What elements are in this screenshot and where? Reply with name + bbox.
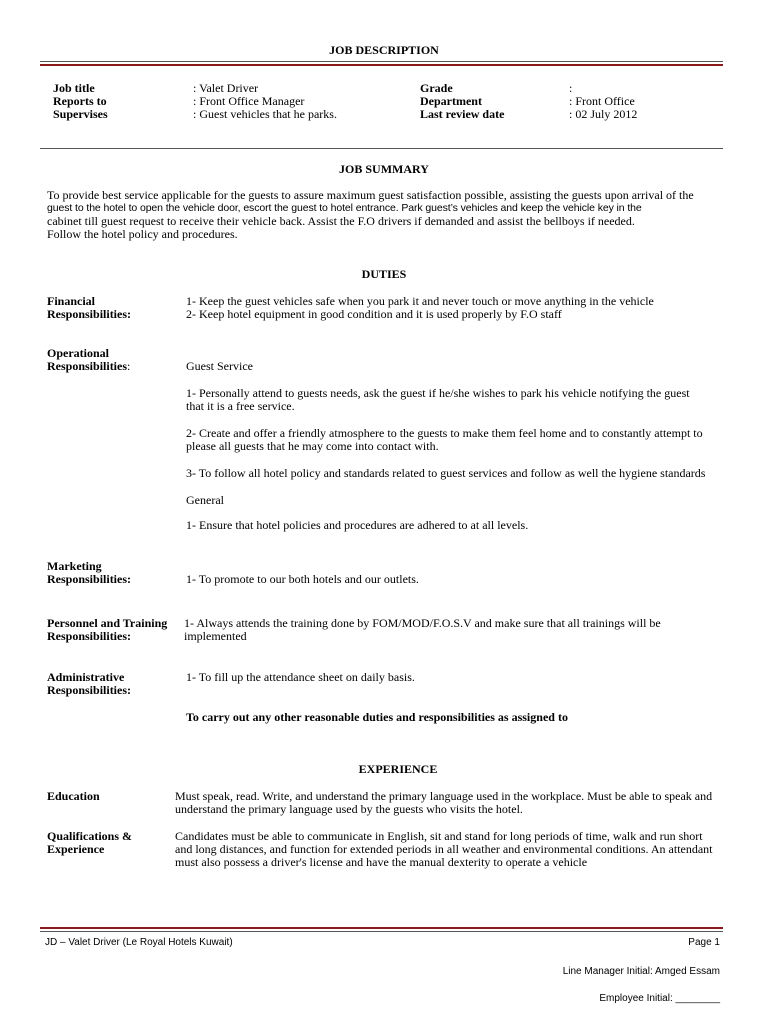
- summary-line: To provide best service applicable for the guests to assure maximum guest satisfaction possible, assisting the guests upon arrival of the: [47, 188, 694, 202]
- experience-heading: EXPERIENCE: [358, 762, 438, 776]
- operational-item-2: [186, 427, 703, 453]
- operational-item-1-line: 1- Personally attend to guests needs, ask the guest if he/she wishes to park his vehicle notifying the guest: [186, 386, 690, 400]
- summary-line: Follow the hotel policy and procedures.: [47, 227, 238, 241]
- qualifications-line: and long distances, and function for extended periods in all weather and environmental conditions. An attendant: [175, 842, 713, 856]
- personnel-item: [184, 617, 661, 643]
- document-title: JOB DESCRIPTION: [329, 43, 439, 57]
- operational-item-2-line: 2- Create and offer a friendly atmosphere to the guests to make them feel home and to constantly attempt to: [186, 426, 703, 440]
- financial-item: 2- Keep hotel equipment in good condition and it is used properly by F.O staff: [186, 307, 562, 321]
- employee-initial: Employee Initial: ________: [599, 993, 720, 1004]
- operational-label-2-colon: :: [127, 359, 131, 373]
- education-line: understand the primary language used by the guests who visits the hotel.: [175, 802, 523, 816]
- grade-label: Grade: [420, 81, 453, 95]
- page-number: Page 1: [688, 937, 720, 948]
- supervises-label: Supervises: [53, 107, 108, 121]
- qualifications-label: Qualifications &: [47, 829, 133, 843]
- other-duties-note: To carry out any other reasonable duties and responsibilities as assigned to: [186, 710, 568, 724]
- administrative-label-2: Responsibilities:: [47, 683, 132, 697]
- marketing-label-2: Responsibilities:: [47, 572, 132, 586]
- personnel-item-line: 1- Always attends the training done by FOM/MOD/F.O.S.V and make sure that all trainings will be: [184, 616, 661, 630]
- footer-document-label: JD – Valet Driver (Le Royal Hotels Kuwait): [45, 937, 233, 948]
- summary-heading: JOB SUMMARY: [339, 162, 429, 176]
- general-item: 1- Ensure that hotel policies and procedures are adhered to at all levels.: [186, 518, 529, 532]
- education-label: Education: [47, 789, 100, 803]
- supervises-value: : Guest vehicles that he parks.: [193, 107, 337, 121]
- last-review-value: : 02 July 2012: [569, 107, 638, 121]
- operational-label-2-text: Responsibilities: [47, 359, 128, 373]
- summary-text: [47, 189, 727, 241]
- financial-item: 1- Keep the guest vehicles safe when you park it and never touch or move anything in the vehicle: [186, 294, 654, 308]
- operational-label-2: [47, 360, 130, 373]
- line-manager-initial: Line Manager Initial: Amged Essam: [562, 966, 720, 977]
- summary-line: guest to the hotel to open the vehicle door, escort the guest to hotel entrance. Park guest’s vehicles and keep the vehicle key in the: [47, 202, 642, 214]
- operational-item-1-line: that it is a free service.: [186, 399, 295, 413]
- financial-label-2: Responsibilities:: [47, 307, 132, 321]
- general-subheading: General: [186, 493, 224, 507]
- administrative-label: Administrative: [47, 670, 125, 684]
- guest-service-subheading: Guest Service: [186, 359, 253, 373]
- summary-line: cabinet till guest request to receive their vehicle back. Assist the F.O drivers if demanded and assist the bellboys if needed.: [47, 214, 635, 228]
- qualifications-label-2: Experience: [47, 842, 105, 856]
- job-title-label: Job title: [53, 81, 95, 95]
- footer-rule-thin: [40, 931, 723, 932]
- administrative-item: 1- To fill up the attendance sheet on daily basis.: [186, 670, 415, 684]
- qualifications-line: Candidates must be able to communicate in English, sit and stand for long periods of time, walk and run short: [175, 829, 703, 843]
- personnel-item-line: implemented: [184, 629, 247, 643]
- grade-value: :: [569, 81, 573, 95]
- education-line: Must speak, read. Write, and understand the primary language used in the workplace. Must be able to speak and: [175, 789, 713, 803]
- operational-item-3: 3- To follow all hotel policy and standards related to guest services and follow as well the hygiene standards: [186, 466, 706, 480]
- header-rule-thin: [40, 61, 723, 62]
- footer-rule-red: [40, 927, 723, 929]
- reports-to-value: : Front Office Manager: [193, 94, 305, 108]
- reports-to-label: Reports to: [53, 94, 107, 108]
- financial-label: Financial: [47, 294, 96, 308]
- personnel-label-2: Responsibilities:: [47, 629, 132, 643]
- header-rule-red: [40, 64, 723, 66]
- department-label: Department: [420, 94, 482, 108]
- qualifications-line: must also possess a driver's license and have the manual dexterity to operate a vehicle: [175, 855, 588, 869]
- department-value: : Front Office: [569, 94, 635, 108]
- job-title-value: : Valet Driver: [193, 81, 259, 95]
- marketing-item: 1- To promote to our both hotels and our outlets.: [186, 572, 419, 586]
- marketing-label: Marketing: [47, 559, 102, 573]
- personnel-label: Personnel and Training: [47, 616, 168, 630]
- operational-item-2-line: please all guests that he may come into contact with.: [186, 439, 439, 453]
- education-text: [175, 790, 735, 816]
- last-review-label: Last review date: [420, 107, 505, 121]
- operational-label: Operational: [47, 346, 109, 360]
- qualifications-text: [175, 830, 735, 869]
- info-divider: [40, 148, 723, 149]
- operational-item-1: [186, 387, 690, 413]
- duties-heading: DUTIES: [361, 267, 407, 281]
